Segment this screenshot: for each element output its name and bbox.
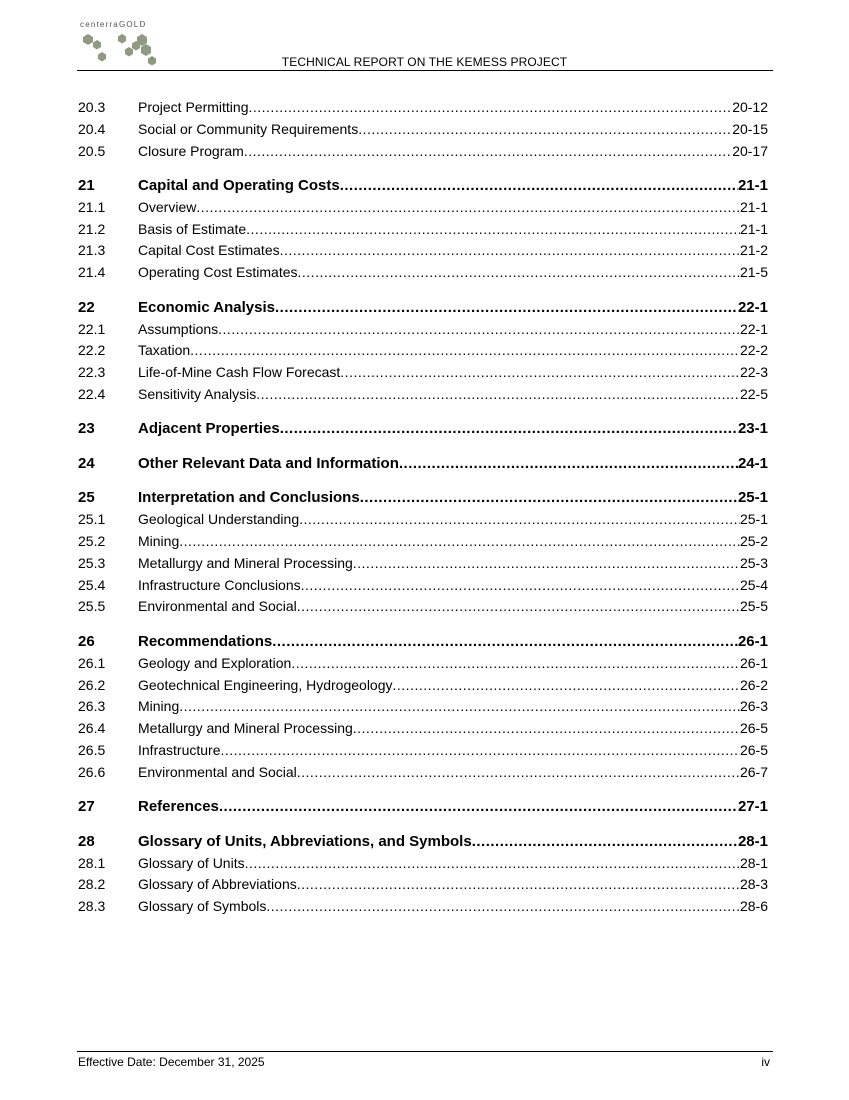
toc-number: 26.4 bbox=[78, 720, 106, 737]
toc-subsection-row[interactable] bbox=[78, 119, 768, 141]
dot-leader bbox=[220, 740, 739, 762]
dot-leader bbox=[472, 830, 738, 853]
toc-page-number: 22-5 bbox=[739, 385, 768, 402]
dot-leader bbox=[353, 718, 740, 740]
dot-leader bbox=[248, 97, 732, 119]
toc-subsection-row[interactable] bbox=[78, 384, 768, 406]
dot-leader bbox=[218, 319, 740, 341]
toc-section-row[interactable] bbox=[78, 296, 768, 319]
toc-subsection-row[interactable] bbox=[78, 762, 768, 784]
toc-number: 22.1 bbox=[78, 320, 106, 337]
dot-leader bbox=[246, 219, 740, 241]
toc-title: Geology and Exploration bbox=[138, 654, 292, 671]
toc-number: 23 bbox=[78, 420, 95, 438]
toc-title: Metallurgy and Mineral Processing bbox=[138, 720, 353, 737]
toc-title: Infrastructure Conclusions bbox=[138, 576, 301, 593]
toc-subsection-row[interactable] bbox=[78, 874, 768, 896]
toc-number: 21.2 bbox=[78, 220, 106, 237]
toc-title: Closure Program bbox=[138, 142, 244, 159]
toc-page-number: 26-2 bbox=[739, 676, 768, 693]
toc-section-row[interactable] bbox=[78, 174, 768, 197]
toc-title: Metallurgy and Mineral Processing bbox=[138, 554, 353, 571]
toc-subsection-row[interactable] bbox=[78, 675, 768, 697]
toc-number: 27 bbox=[78, 798, 95, 816]
toc-page-number: 26-1 bbox=[739, 654, 768, 671]
toc-title: Glossary of Abbreviations bbox=[138, 876, 297, 893]
toc-page-number: 21-1 bbox=[739, 220, 768, 237]
toc-subsection-row[interactable] bbox=[78, 575, 768, 597]
toc-page-number: 20-17 bbox=[732, 142, 768, 159]
toc-title: Infrastructure bbox=[138, 741, 221, 758]
toc-number: 22 bbox=[78, 298, 95, 316]
dot-leader bbox=[297, 596, 740, 618]
toc-subsection-row[interactable] bbox=[78, 553, 768, 575]
toc-page-number: 26-3 bbox=[739, 698, 768, 715]
dot-leader bbox=[393, 675, 740, 697]
toc-title: Capital Cost Estimates bbox=[138, 242, 280, 259]
toc-number: 21.1 bbox=[78, 198, 106, 215]
toc-number: 28.2 bbox=[78, 876, 106, 893]
toc-page-number: 26-5 bbox=[739, 741, 768, 758]
toc-number: 25.4 bbox=[78, 576, 106, 593]
dot-leader bbox=[299, 509, 740, 531]
toc-title: Interpretation and Conclusions bbox=[138, 489, 360, 507]
dot-leader bbox=[219, 795, 738, 818]
toc-number: 20.5 bbox=[78, 142, 106, 159]
toc-title: Environmental and Social bbox=[138, 598, 297, 615]
toc-title: Mining bbox=[138, 698, 180, 715]
toc-number: 22.3 bbox=[78, 364, 106, 381]
dot-leader bbox=[297, 762, 740, 784]
toc-section-row[interactable] bbox=[78, 630, 768, 653]
toc-title: Glossary of Units bbox=[138, 854, 245, 871]
dot-leader bbox=[244, 141, 732, 163]
toc-page-number: 28-1 bbox=[737, 832, 768, 850]
dot-leader bbox=[275, 296, 738, 319]
dot-leader bbox=[190, 340, 740, 362]
dot-leader bbox=[179, 531, 740, 553]
dot-leader bbox=[399, 452, 738, 475]
toc-page-number: 25-1 bbox=[739, 511, 768, 528]
toc-page-number: 21-2 bbox=[739, 242, 768, 259]
toc-page-number: 25-4 bbox=[739, 576, 768, 593]
header-divider bbox=[77, 70, 773, 71]
toc-subsection-row[interactable] bbox=[78, 240, 768, 262]
toc-page-number: 26-7 bbox=[739, 763, 768, 780]
toc-number: 25.1 bbox=[78, 511, 106, 528]
toc-number: 26 bbox=[78, 632, 95, 650]
toc-number: 22.2 bbox=[78, 342, 106, 359]
toc-subsection-row[interactable] bbox=[78, 219, 768, 241]
toc-title: Glossary of Units, Abbreviations, and Symbols bbox=[138, 832, 472, 850]
toc-title: References bbox=[138, 798, 219, 816]
dot-leader bbox=[340, 174, 738, 197]
toc-page-number: 20-12 bbox=[732, 99, 768, 115]
dot-leader bbox=[280, 240, 740, 262]
toc-number: 28.1 bbox=[78, 854, 106, 871]
toc-page-number: 25-3 bbox=[739, 554, 768, 571]
toc-subsection-row[interactable] bbox=[78, 531, 768, 553]
toc-page-number: 22-1 bbox=[739, 320, 768, 337]
toc-page-number: 22-2 bbox=[739, 342, 768, 359]
toc-subsection-row[interactable] bbox=[78, 596, 768, 618]
toc-title: Geological Understanding bbox=[138, 511, 300, 528]
toc-title: Glossary of Symbols bbox=[138, 898, 267, 915]
dot-leader bbox=[297, 874, 740, 896]
toc-number: 20.4 bbox=[78, 120, 106, 137]
toc-title: Environmental and Social bbox=[138, 763, 297, 780]
toc-page-number: 21-5 bbox=[739, 264, 768, 281]
toc-title: Other Relevant Data and Information bbox=[138, 454, 399, 472]
toc-number: 21.4 bbox=[78, 264, 106, 281]
toc-page-number: 22-1 bbox=[737, 298, 768, 316]
toc-section-row[interactable] bbox=[78, 417, 768, 440]
toc-number: 28 bbox=[78, 832, 95, 850]
toc-subsection-row[interactable] bbox=[78, 362, 768, 384]
effective-date: Effective Date: December 31, 2025 bbox=[78, 1055, 265, 1069]
dot-leader bbox=[280, 417, 738, 440]
toc-page-number: 28-1 bbox=[739, 854, 768, 871]
toc-number: 25.3 bbox=[78, 554, 106, 571]
dot-leader bbox=[291, 653, 740, 675]
dot-leader bbox=[266, 896, 740, 918]
toc-section-row[interactable] bbox=[78, 452, 768, 475]
toc-page-number: 25-1 bbox=[737, 489, 768, 507]
table-of-contents bbox=[78, 97, 768, 918]
toc-number: 26.6 bbox=[78, 763, 106, 780]
dot-leader bbox=[340, 362, 740, 384]
dot-leader bbox=[358, 119, 732, 141]
toc-number: 24 bbox=[78, 454, 95, 472]
toc-title: Economic Analysis bbox=[138, 298, 275, 316]
toc-title: Project Permitting bbox=[138, 99, 249, 115]
toc-subsection-row[interactable] bbox=[78, 340, 768, 362]
toc-number: 25.5 bbox=[78, 598, 106, 615]
dot-leader bbox=[298, 262, 740, 284]
toc-title: Overview bbox=[138, 198, 197, 215]
toc-number: 25 bbox=[78, 489, 95, 507]
toc-page-number: 25-2 bbox=[739, 533, 768, 550]
toc-page-number: 27-1 bbox=[737, 798, 768, 816]
toc-title: Geotechnical Engineering, Hydrogeology bbox=[138, 676, 393, 693]
toc-title: Social or Community Requirements bbox=[138, 120, 359, 137]
toc-page-number: 23-1 bbox=[737, 420, 768, 438]
toc-subsection-row[interactable] bbox=[78, 896, 768, 918]
toc-title: Basis of Estimate bbox=[138, 220, 247, 237]
dot-leader bbox=[196, 197, 740, 219]
toc-page-number: 24-1 bbox=[737, 454, 768, 472]
toc-number: 26.3 bbox=[78, 698, 106, 715]
toc-title: Sensitivity Analysis bbox=[138, 385, 257, 402]
logo-wordmark: centerraGOLD bbox=[80, 20, 147, 29]
toc-subsection-row[interactable] bbox=[78, 653, 768, 675]
toc-page-number: 22-3 bbox=[739, 364, 768, 381]
toc-page-number: 26-1 bbox=[737, 632, 768, 650]
toc-subsection-row[interactable] bbox=[78, 319, 768, 341]
dot-leader bbox=[360, 486, 738, 509]
toc-number: 26.5 bbox=[78, 741, 106, 758]
toc-subsection-row[interactable] bbox=[78, 740, 768, 762]
toc-title: Operating Cost Estimates bbox=[138, 264, 298, 281]
page-number: iv bbox=[761, 1055, 770, 1069]
toc-page-number: 25-5 bbox=[739, 598, 768, 615]
footer-divider bbox=[77, 1051, 773, 1052]
toc-section-row[interactable] bbox=[78, 830, 768, 853]
dot-leader bbox=[301, 575, 740, 597]
report-title: TECHNICAL REPORT ON THE KEMESS PROJECT bbox=[281, 55, 568, 69]
toc-page-number: 26-5 bbox=[739, 720, 768, 737]
toc-page-number: 28-6 bbox=[739, 898, 768, 915]
toc-page-number: 21-1 bbox=[737, 176, 768, 194]
toc-page-number: 20-15 bbox=[732, 120, 768, 137]
toc-subsection-row[interactable] bbox=[78, 696, 768, 718]
toc-subsection-row[interactable] bbox=[78, 853, 768, 875]
toc-page-number: 28-3 bbox=[739, 876, 768, 893]
toc-title: Adjacent Properties bbox=[138, 420, 280, 438]
toc-subsection-row[interactable] bbox=[78, 262, 768, 284]
toc-subsection-row[interactable] bbox=[78, 97, 768, 119]
toc-subsection-row[interactable] bbox=[78, 141, 768, 163]
toc-title: Capital and Operating Costs bbox=[138, 176, 340, 194]
toc-subsection-row[interactable] bbox=[78, 197, 768, 219]
toc-subsection-row[interactable] bbox=[78, 718, 768, 740]
dot-leader bbox=[353, 553, 740, 575]
toc-title: Recommendations bbox=[138, 632, 273, 650]
toc-title: Taxation bbox=[138, 342, 191, 359]
toc-number: 25.2 bbox=[78, 533, 106, 550]
toc-number: 20.3 bbox=[78, 99, 106, 115]
toc-page-number: 21-1 bbox=[739, 198, 768, 215]
dot-leader bbox=[256, 384, 740, 406]
toc-title: Assumptions bbox=[138, 320, 219, 337]
toc-number: 22.4 bbox=[78, 385, 106, 402]
toc-title: Mining bbox=[138, 533, 180, 550]
toc-number: 26.1 bbox=[78, 654, 106, 671]
dot-leader bbox=[272, 630, 738, 653]
toc-subsection-row[interactable] bbox=[78, 509, 768, 531]
toc-number: 21 bbox=[78, 176, 95, 194]
toc-title: Life-of-Mine Cash Flow Forecast bbox=[138, 364, 341, 381]
toc-number: 21.3 bbox=[78, 242, 106, 259]
dot-leader bbox=[245, 853, 740, 875]
dot-leader bbox=[179, 696, 740, 718]
toc-section-row[interactable] bbox=[78, 486, 768, 509]
toc-section-row[interactable] bbox=[78, 795, 768, 818]
toc-number: 26.2 bbox=[78, 676, 106, 693]
toc-number: 28.3 bbox=[78, 898, 106, 915]
